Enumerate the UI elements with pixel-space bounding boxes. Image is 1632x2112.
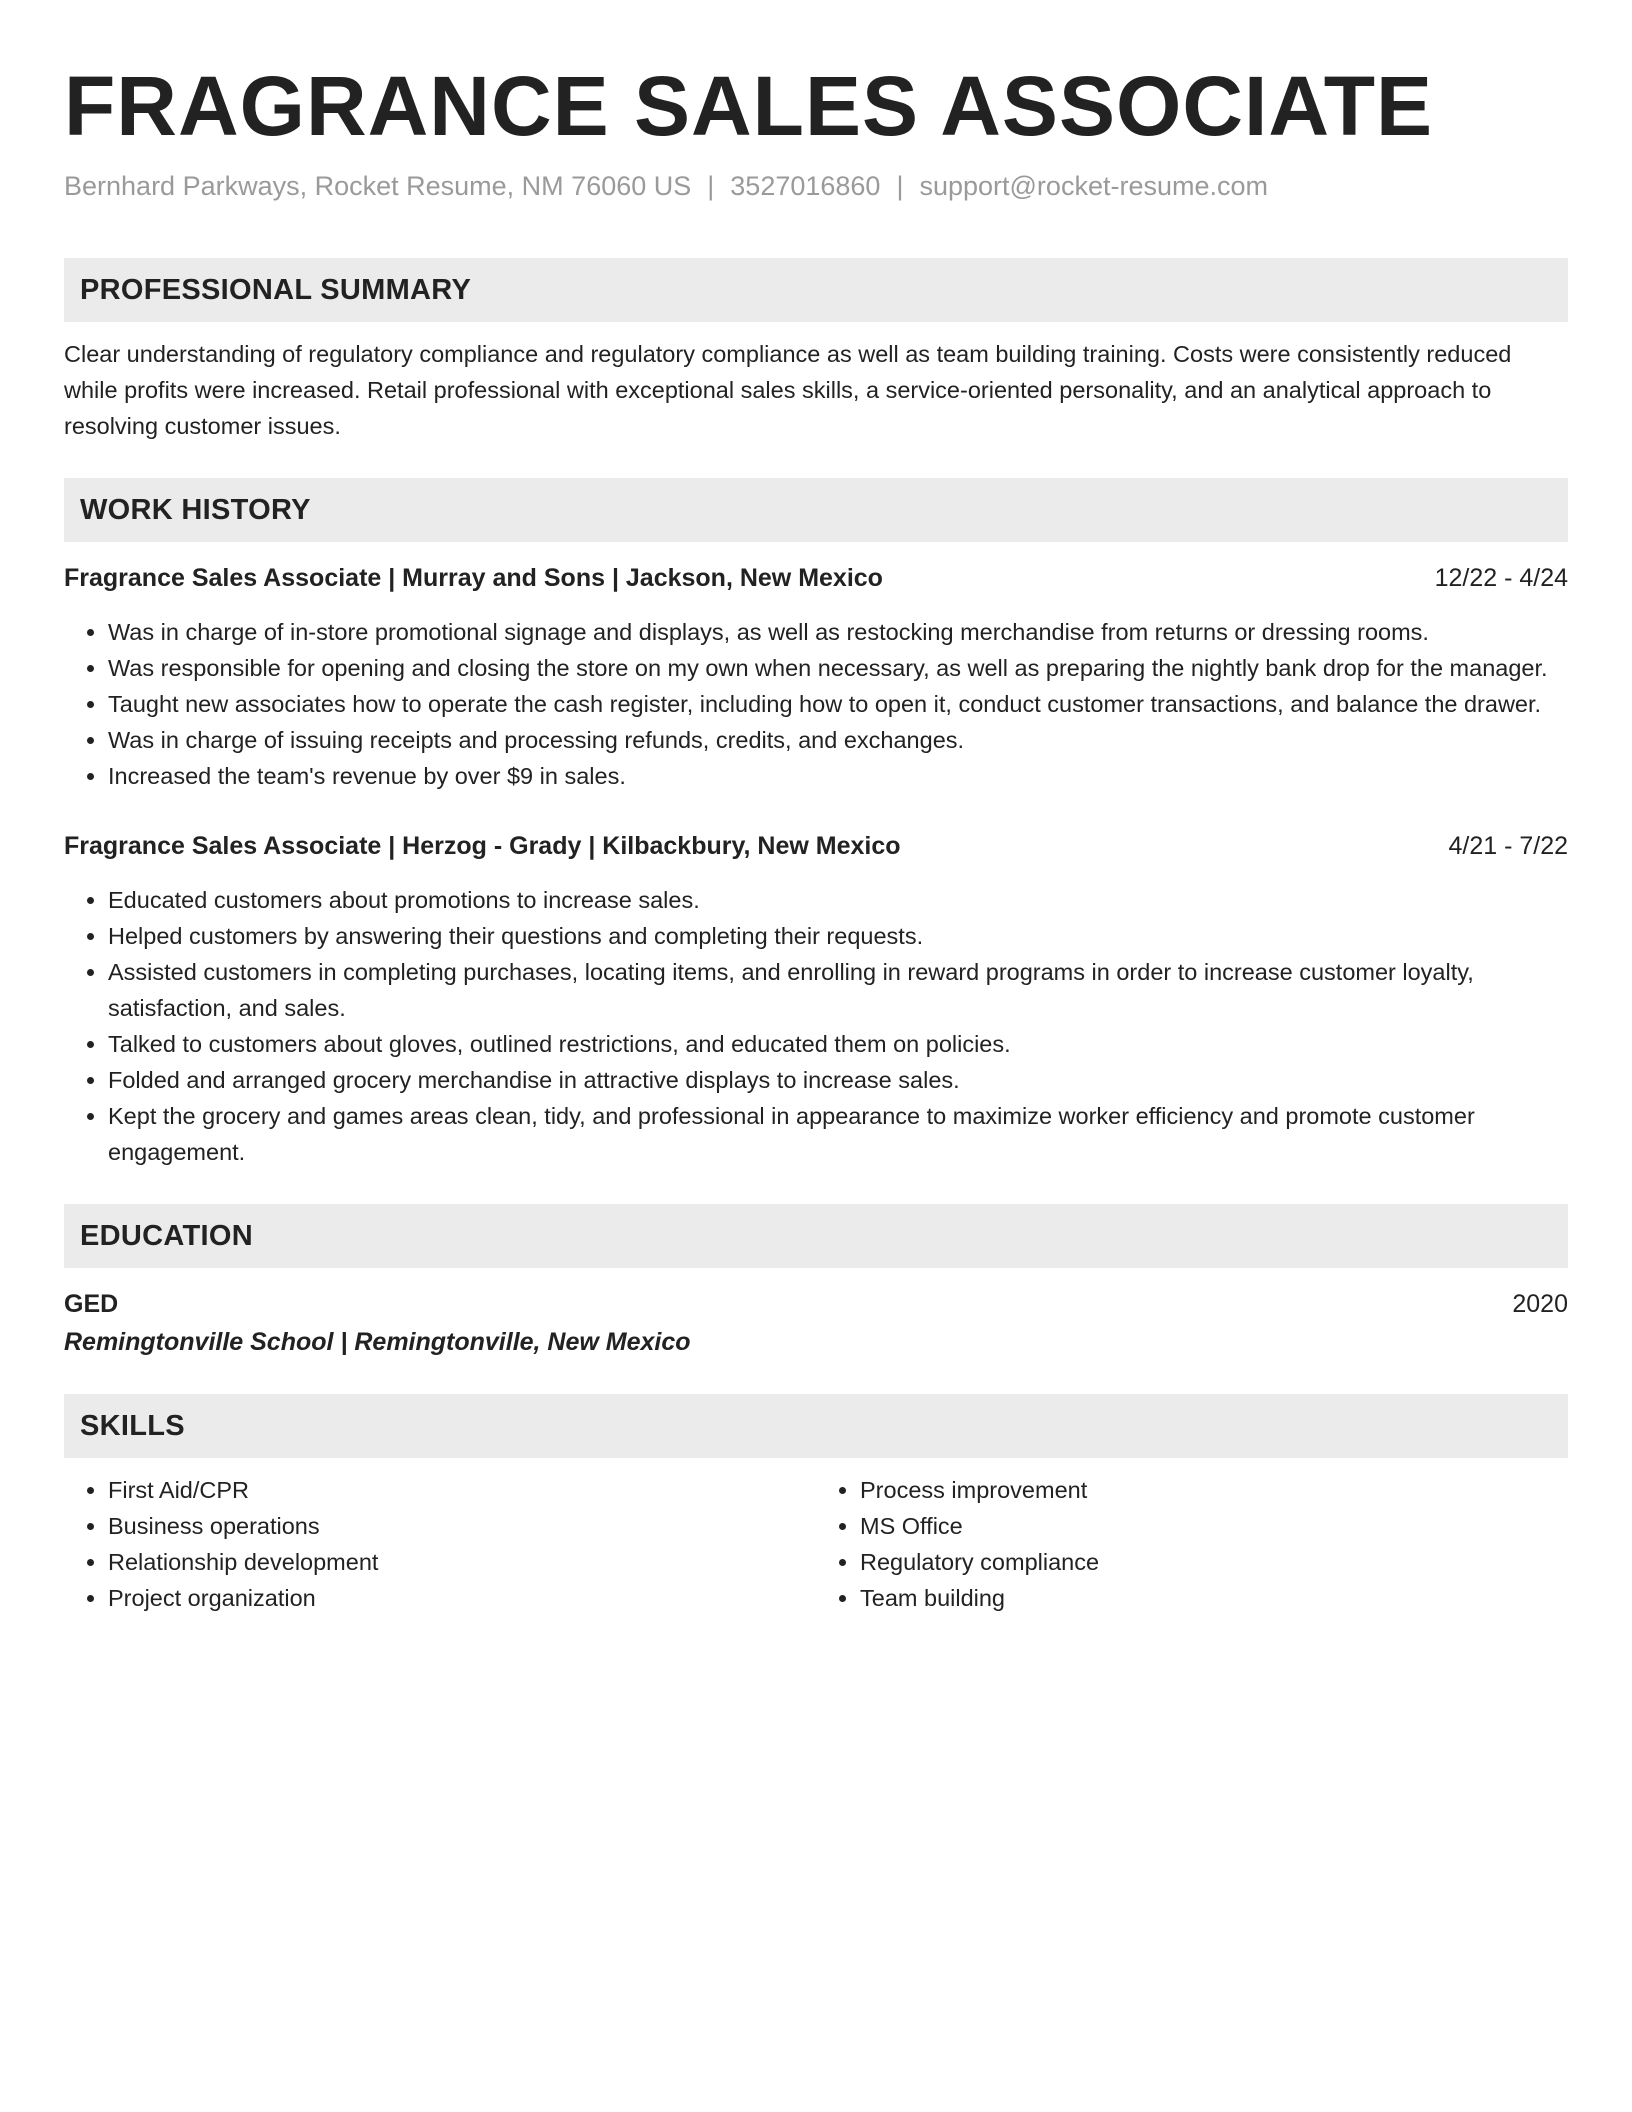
skill-item: • MS Office xyxy=(860,1508,1568,1544)
job-bullet: • Helped customers by answering their questions and completing their requests. xyxy=(108,918,1568,954)
contact-email: support@rocket-resume.com xyxy=(919,171,1268,201)
skills-list xyxy=(816,1472,1568,1616)
job-entry xyxy=(64,828,1568,1170)
education-school: Remingtonville School | Remingtonville, New Mexico xyxy=(64,1328,691,1356)
contact-separator: | xyxy=(707,171,715,201)
job-dates: 4/21 - 7/22 xyxy=(1448,832,1568,860)
job-bullet: • Increased the team's revenue by over $9 in sales. xyxy=(108,758,1568,794)
skill-item: • Project organization xyxy=(108,1580,816,1616)
education-year: 2020 xyxy=(1512,1290,1568,1318)
skill-item: • Business operations xyxy=(108,1508,816,1544)
section-heading-work-history: WORK HISTORY xyxy=(64,478,1568,542)
skill-item: • First Aid/CPR xyxy=(108,1472,816,1508)
job-bullet: • Taught new associates how to operate the cash register, including how to open it, conduct customer transactions, and balance the drawer. xyxy=(108,686,1568,722)
skill-item: • Team building xyxy=(860,1580,1568,1616)
education-degree: GED xyxy=(64,1290,119,1318)
job-bullet: • Kept the grocery and games areas clean, tidy, and professional in appearance to maximize worker efficiency and promote customer engagement. xyxy=(108,1098,1568,1170)
skill-item: • Relationship development xyxy=(108,1544,816,1580)
skills-list xyxy=(64,1472,816,1616)
education-header xyxy=(64,1286,1568,1322)
contact-separator: | xyxy=(896,171,904,201)
section-heading-summary: PROFESSIONAL SUMMARY xyxy=(64,258,1568,322)
resume-title: FRAGRANCE SALES ASSOCIATE xyxy=(64,59,1434,153)
job-bullet: • Assisted customers in completing purchases, locating items, and enrolling in reward programs in order to increase customer loyalty, satisfaction, and sales. xyxy=(108,954,1568,1026)
job-bullet: • Was in charge of in-store promotional signage and displays, as well as restocking merchandise from returns or dressing rooms. xyxy=(108,614,1568,650)
job-title: Fragrance Sales Associate | Herzog - Grady | Kilbackbury, New Mexico xyxy=(64,832,901,860)
skills-column-left xyxy=(64,1472,816,1616)
summary-text: Clear understanding of regulatory compliance and regulatory compliance as well as team building training. Costs were consistently reduced while profits were increased. Retail professional with exceptional sales skills, a service-oriented personality, and an analytical approach to resolving customer issues. xyxy=(64,341,1512,439)
job-entry xyxy=(64,560,1568,794)
job-header xyxy=(64,828,1568,864)
section-heading-education: EDUCATION xyxy=(64,1204,1568,1268)
skill-item: • Process improvement xyxy=(860,1472,1568,1508)
section-heading-skills: SKILLS xyxy=(64,1394,1568,1458)
contact-phone: 3527016860 xyxy=(730,171,881,201)
job-bullet: • Was responsible for opening and closing the store on my own when necessary, as well as preparing the nightly bank drop for the manager. xyxy=(108,650,1568,686)
job-bullet: • Was in charge of issuing receipts and processing refunds, credits, and exchanges. xyxy=(108,722,1568,758)
job-bullets xyxy=(64,882,1568,1170)
contact-line xyxy=(64,168,1568,204)
skill-item: • Regulatory compliance xyxy=(860,1544,1568,1580)
job-bullet: • Educated customers about promotions to increase sales. xyxy=(108,882,1568,918)
contact-address: Bernhard Parkways, Rocket Resume, NM 76060 US xyxy=(64,171,692,201)
skills-column-right xyxy=(816,1472,1568,1616)
job-header xyxy=(64,560,1568,596)
job-bullet: • Folded and arranged grocery merchandise in attractive displays to increase sales. xyxy=(108,1062,1568,1098)
job-dates: 12/22 - 4/24 xyxy=(1434,564,1568,592)
job-bullets xyxy=(64,614,1568,794)
job-bullet: • Talked to customers about gloves, outlined restrictions, and educated them on policies. xyxy=(108,1026,1568,1062)
skills-grid xyxy=(64,1472,1568,1616)
job-title: Fragrance Sales Associate | Murray and Sons | Jackson, New Mexico xyxy=(64,564,883,592)
